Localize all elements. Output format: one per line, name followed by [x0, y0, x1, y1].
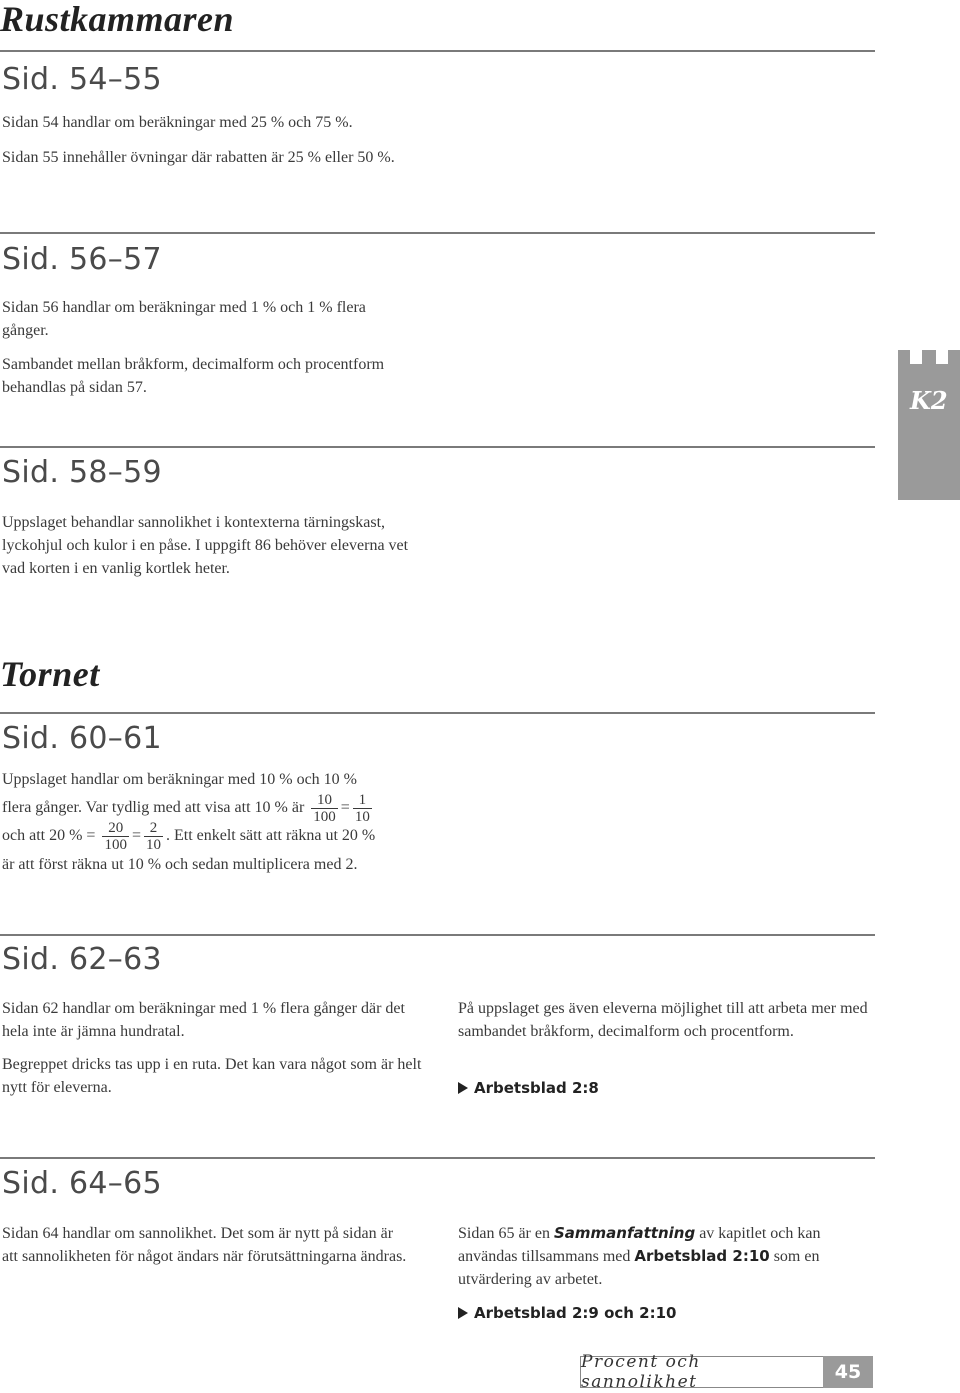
- heading-sid-62-63: Sid. 62–63: [2, 942, 162, 977]
- paragraph: Sidan 64 handlar om sannolikhet. Det som är nytt på sidan är att sannolikheten för något ändars när förutsättningarna ändras.: [2, 1225, 407, 1265]
- divider: [0, 50, 875, 52]
- arrow-icon: [458, 1307, 468, 1319]
- fraction: $\frac{20}{100}$: [104, 820, 127, 853]
- divider: [0, 1157, 875, 1159]
- arrow-icon: [458, 1082, 468, 1094]
- footer-chapter-title: Procent och sannolikhet: [580, 1356, 823, 1388]
- paragraph: Uppslaget behandlar sannolikhet i kontexterna tärningskast, lyckohjul och kulor i en påse. I uppgift 86 behöver eleverna vet vad korten i en vanlig kortlek heter.: [2, 514, 409, 577]
- paragraph: Uppslaget handlar om beräkningar med 10 % och 10 %: [2, 771, 358, 788]
- heading-sid-56-57: Sid. 56–57: [2, 242, 162, 277]
- section-title-tornet: Tornet: [0, 654, 100, 694]
- paragraph: Sidan 56 handlar om beräkningar med 1 % och 1 % flera gånger.: [2, 299, 366, 339]
- page-number: 45: [823, 1356, 873, 1388]
- tower-icon: [898, 350, 960, 500]
- worksheet-reference: Arbetsblad 2:8: [458, 1079, 599, 1097]
- divider: [0, 934, 875, 936]
- paragraph: Sidan 65 är en Sammanfattning av kapitlet och kan användas tillsammans med Arbetsblad 2:10 som en utvärdering av arbetet.: [458, 1224, 821, 1288]
- chapter-tab-label: K2: [910, 386, 948, 415]
- paragraph: På uppslaget ges även eleverna möjlighet till att arbeta mer med sambandet bråkform, decimalform och procentform.: [458, 1000, 868, 1040]
- fraction: $\frac{10}{100}$: [313, 792, 336, 825]
- paragraph: Sidan 55 innehåller övningar där rabatten är 25 % eller 50 %.: [2, 149, 395, 166]
- paragraph: Begreppet dricks tas upp i en ruta. Det kan vara något som är helt nytt för eleverna.: [2, 1056, 422, 1096]
- paragraph: Sidan 54 handlar om beräkningar med 25 % och 75 %.: [2, 114, 353, 131]
- paragraph: Sambandet mellan bråkform, decimalform och procentform behandlas på sidan 57.: [2, 356, 385, 396]
- heading-sid-60-61: Sid. 60–61: [2, 721, 162, 756]
- divider: [0, 232, 875, 234]
- divider: [0, 712, 875, 714]
- paragraph-fraction-line: flera gånger. Var tydlig med att visa att 10 % är $\frac{10}{100}$ = $\frac{1}{10}$: [2, 792, 370, 825]
- paragraph-fraction-line: och att 20 % = $\frac{20}{100}$ = $\frac{2}{10}$ . Ett enkelt sätt att räkna ut 20 %: [2, 820, 376, 853]
- heading-sid-64-65: Sid. 64–65: [2, 1166, 162, 1201]
- heading-sid-58-59: Sid. 58–59: [2, 455, 162, 490]
- fraction: $\frac{2}{10}$: [145, 820, 161, 853]
- section-title-rustkammaren: Rustkammaren: [0, 0, 235, 39]
- paragraph: Sidan 62 handlar om beräkningar med 1 % flera gånger där det hela inte är jämna hundratal.: [2, 1000, 405, 1040]
- fraction: $\frac{1}{10}$: [354, 792, 370, 825]
- chapter-tab: [898, 350, 960, 500]
- worksheet-reference: Arbetsblad 2:9 och 2:10: [458, 1304, 676, 1322]
- heading-sid-54-55: Sid. 54–55: [2, 62, 162, 97]
- paragraph: är att först räkna ut 10 % och sedan multiplicera med 2.: [2, 856, 358, 873]
- divider: [0, 446, 875, 448]
